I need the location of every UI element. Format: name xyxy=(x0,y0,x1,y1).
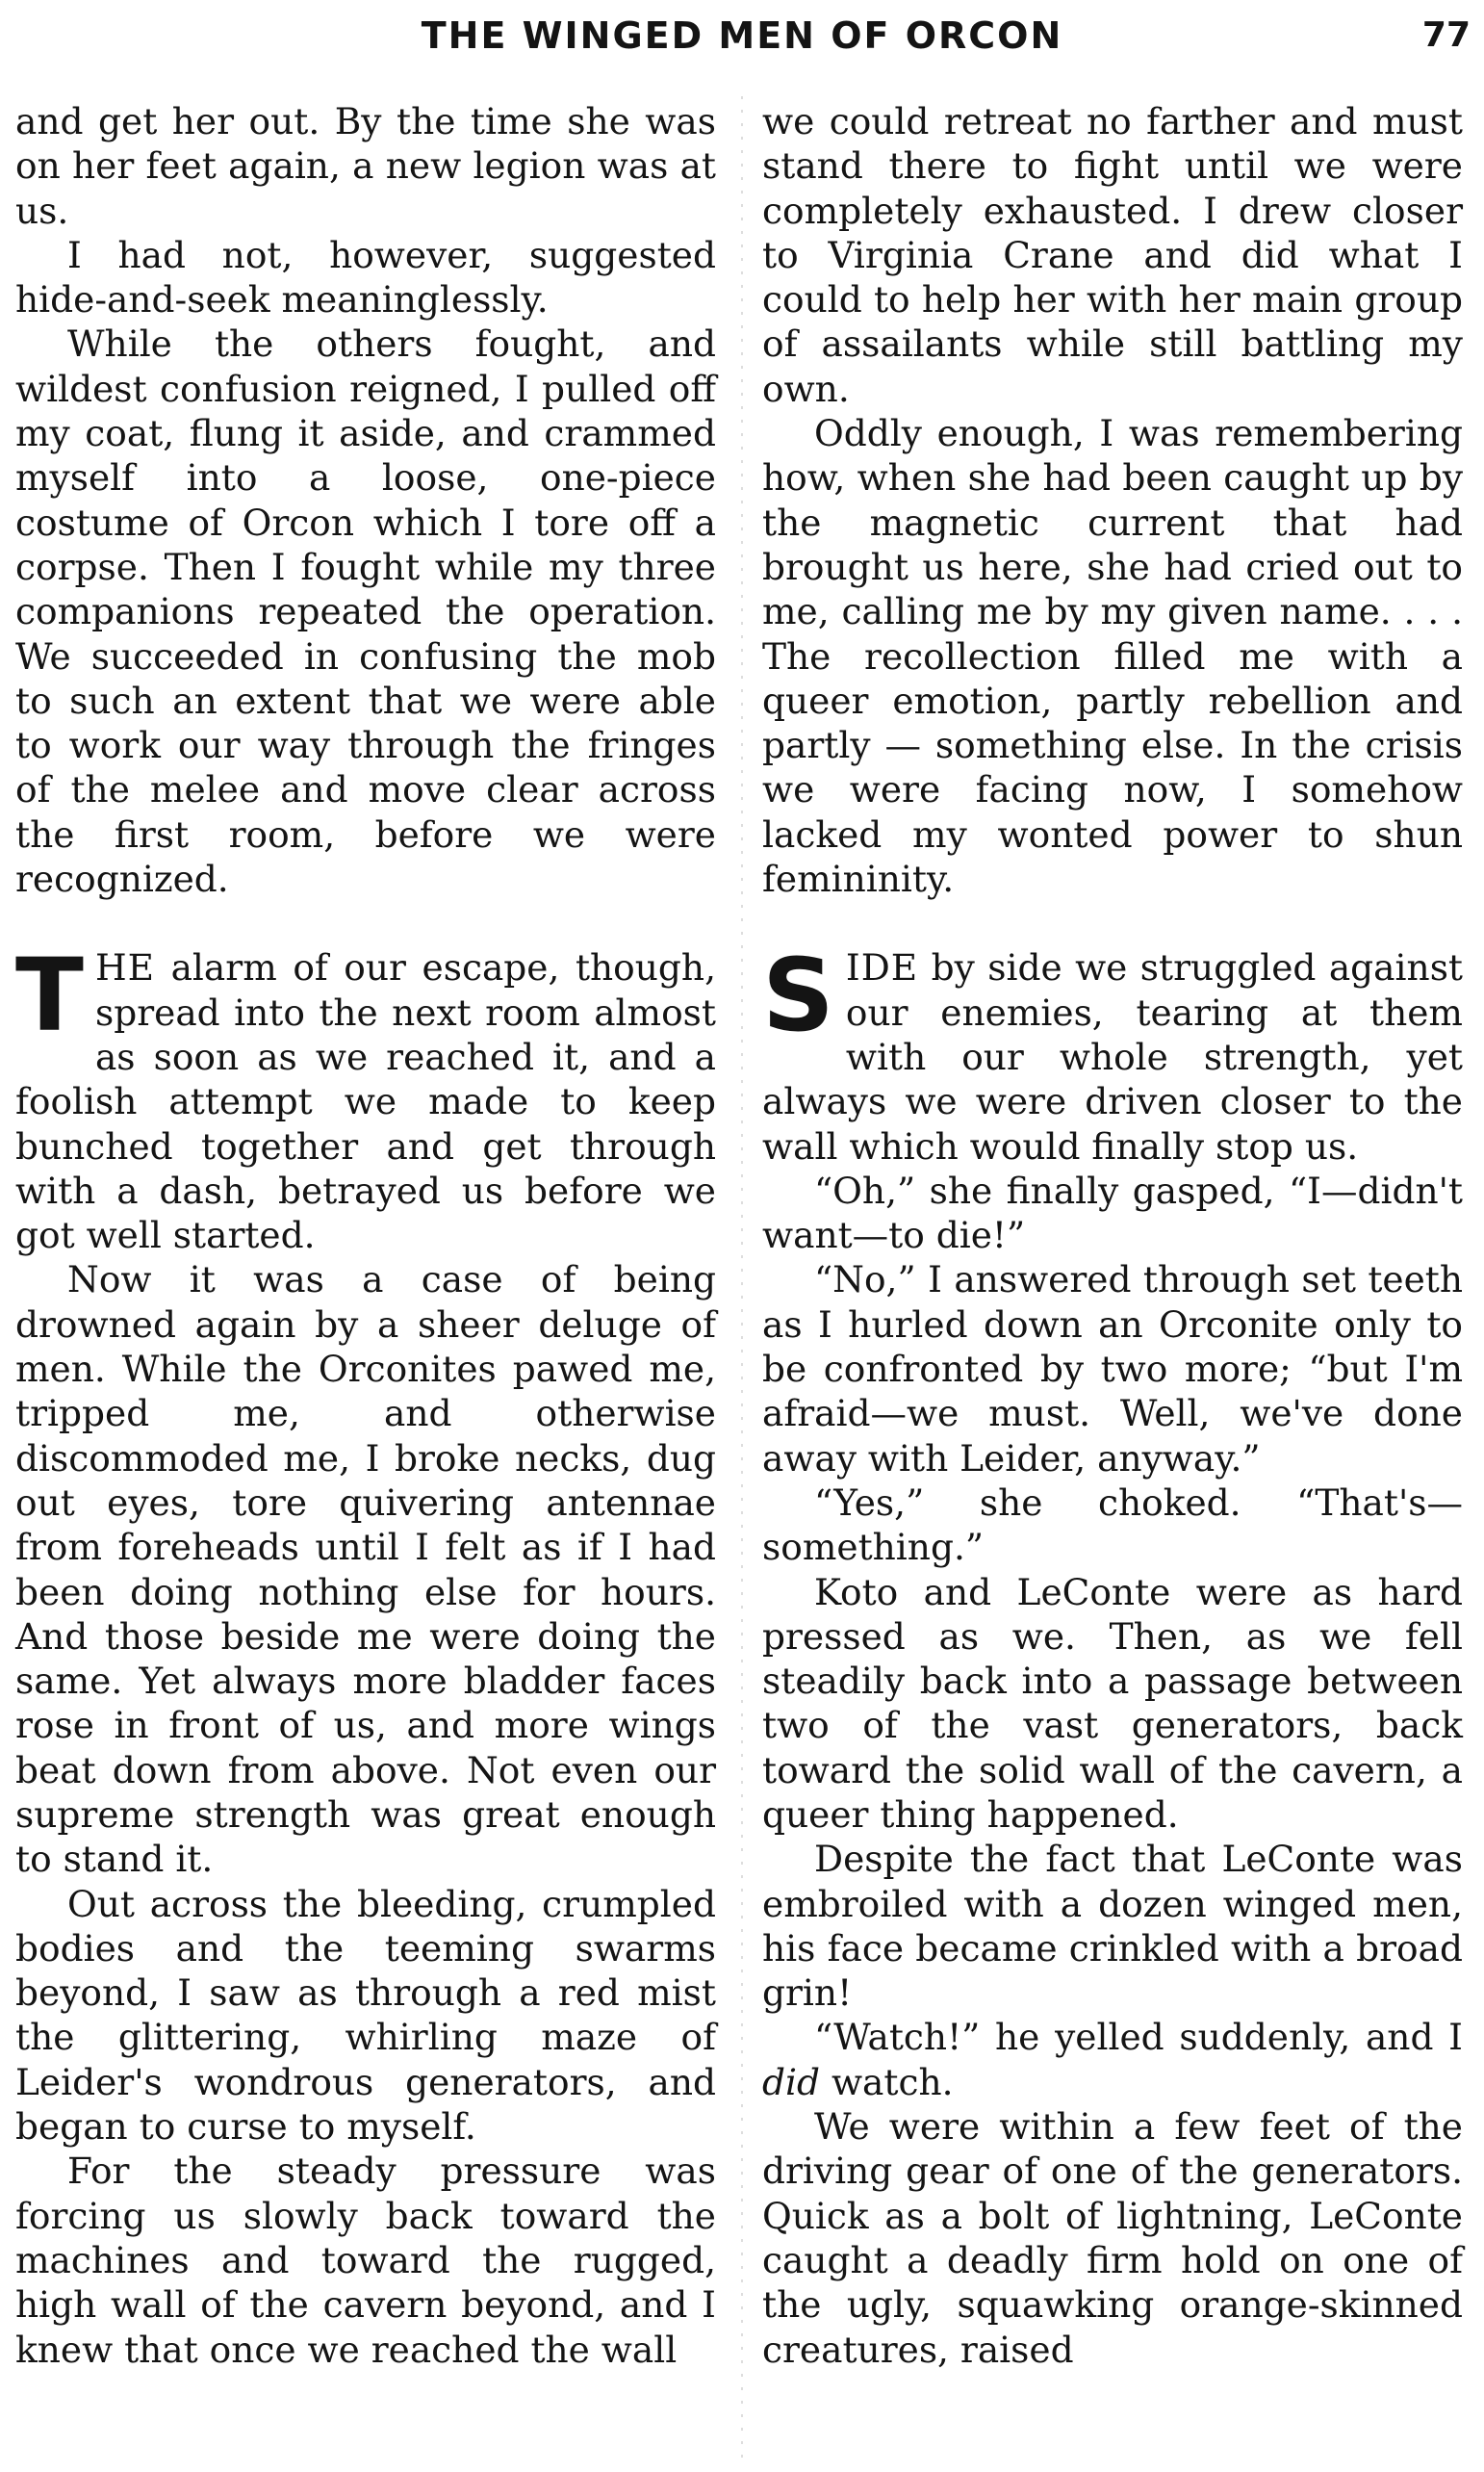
page-title: THE WINGED MEN OF ORCON xyxy=(421,14,1063,57)
paragraph: Oddly enough, I was remembering how, when she had been caught up by the magnetic current that had brought us here, she had cried out to me, calling me by my given name. . . . The recollection filled me with a queer emotion, partly rebellion and partly — something else. In the crisis we were facing now, I somehow lacked my wonted power to shun femininity. xyxy=(762,412,1463,901)
paragraph: Koto and LeConte were as hard pressed as we. Then, as we fell steadily back into a passage between two of the vast generators, back toward the solid wall of the cavern, a queer thing happened. xyxy=(762,1570,1463,1836)
paragraph: we could retreat no farther and must stand there to fight until we were completely exhausted. I drew closer to Virginia Crane and did what I could to help her with her main group of assailants while still battling my own. xyxy=(762,100,1463,410)
paragraph-text: by side we struggled against our enemies, tearing at them with our whole strength, yet always we were driven closer to the wall which would finally stop us. xyxy=(762,946,1464,1168)
section-opening-paragraph xyxy=(762,937,1464,1168)
paragraph: “No,” I answered through set teeth as I hurled down an Orconite only to be confronted by two more; “but I'm afraid—we must. Well, we've done away with Leider, anyway.” xyxy=(762,1258,1463,1480)
lead-in: IDE xyxy=(845,946,919,990)
emphasis: did xyxy=(762,2060,821,2103)
paragraph-text: alarm of our escape, though, spread into the next room almost as soon as we reached it, and a foolish attempt we made to keep bunched together and get through with a dash, betrayed us before we got well started. xyxy=(15,946,716,1257)
paragraph: and get her out. By the time she was on her feet again, a new legion was at us. xyxy=(15,100,716,232)
right-column xyxy=(762,99,1463,2372)
paragraph xyxy=(762,2015,1463,2104)
drop-cap: S xyxy=(762,937,834,1055)
column-gutter xyxy=(741,96,743,2464)
paragraph: Despite the fact that LeConte was embroiled with a dozen winged men, his face became crinkled with a broad grin! xyxy=(762,1838,1463,2015)
drop-cap: T xyxy=(15,937,84,1055)
section-opening-paragraph xyxy=(15,937,716,1257)
paragraph: While the others fought, and wildest confusion reigned, I pulled off my coat, flung it aside, and crammed myself into a loose, one-piece costume of Orcon which I tore off a corpse. Then I fought while my three companions repeated the operation. We succeeded in confusing the mob to such an extent that we were able to work our way through the fringes of the melee and move clear across the first room, before we were recognized. xyxy=(15,322,716,901)
paragraph: For the steady pressure was forcing us slowly back toward the machines and toward the rugged, high wall of the cavern beyond, and I knew that once we reached the wall xyxy=(15,2150,716,2371)
paragraph: I had not, however, suggested hide-and-seek meaninglessly. xyxy=(15,233,716,322)
paragraph: “Oh,” she finally gasped, “I—didn't want—to die!” xyxy=(762,1169,1463,1257)
paragraph: “Yes,” she choked. “That's—something.” xyxy=(762,1481,1463,1569)
paragraph: Now it was a case of being drowned again by a sheer deluge of men. While the Orconites pawed me, tripped me, and otherwise discommoded me, I broke necks, dug out eyes, tore quivering antennae from foreheads until I felt as if I had been doing nothing else for hours. And those beside me were doing the same. Yet always more bladder faces rose in front of us, and more wings beat down from above. Not even our supreme strength was great enough to stand it. xyxy=(15,1258,716,1881)
paragraph-text: watch. xyxy=(831,2060,954,2103)
paragraph-text: “Watch!” he yelled suddenly, and I xyxy=(814,2016,1463,2059)
paragraph: We were within a few feet of the driving gear of one of the generators. Quick as a bolt of lightning, LeConte caught a deadly firm hold on one of the ugly, squawking orange-skinned creatures, raised xyxy=(762,2105,1463,2371)
lead-in: HE xyxy=(94,946,156,990)
page-number: 77 xyxy=(1421,15,1471,55)
left-column xyxy=(15,99,716,2372)
paragraph: Out across the bleeding, crumpled bodies and the teeming swarms beyond, I saw as through a red mist the glittering, whirling maze of Leider's wondrous generators, and began to curse to myself. xyxy=(15,1882,716,2149)
running-head xyxy=(0,8,1484,65)
